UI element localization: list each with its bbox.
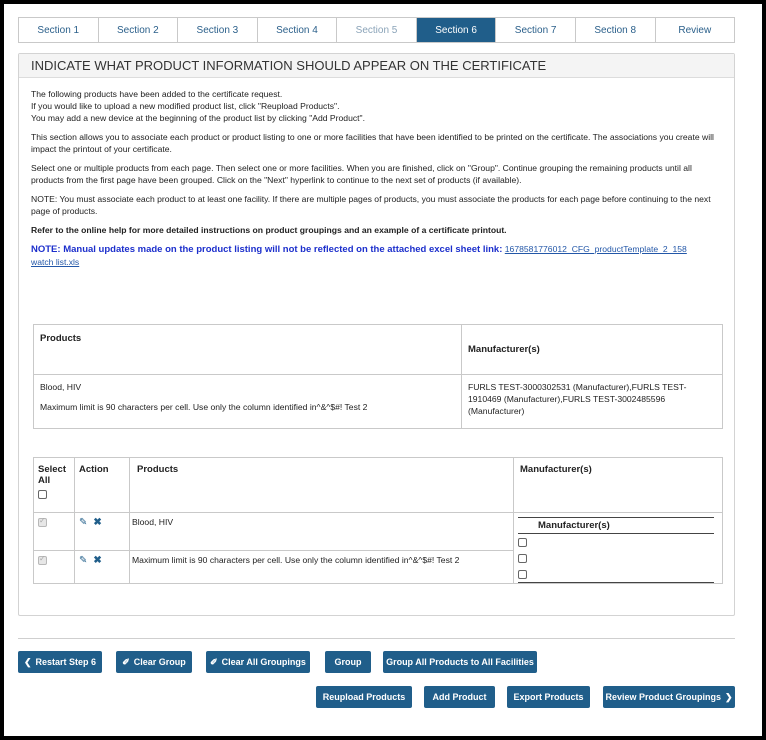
restart-step-button[interactable]: [18, 651, 102, 673]
manufacturers-header: Manufacturer(s): [514, 458, 723, 513]
table-row: [34, 375, 723, 429]
panel-instructions: [19, 78, 734, 268]
row-checkbox[interactable]: [38, 556, 47, 565]
summary-product-2: Maximum limit is 90 characters per cell. Use only the column identified in^&^$#! Test 2: [40, 402, 368, 412]
row-product: Blood, HIV: [130, 513, 514, 551]
clear-group-button[interactable]: [116, 651, 192, 673]
product-summary-table: [33, 324, 723, 429]
tab-section-1[interactable]: Section 1: [19, 18, 99, 42]
manufacturer-checkbox[interactable]: [518, 570, 527, 579]
tab-section-7[interactable]: Section 7: [496, 18, 576, 42]
group-all-products-button[interactable]: Group All Products to All Facilities: [383, 651, 537, 673]
excel-file-link[interactable]: 1678581776012_CFG_productTemplate_2_158: [504, 244, 687, 254]
tab-section-3[interactable]: Section 3: [178, 18, 258, 42]
help-paragraph: Refer to the online help for more detailed instructions on product groupings and an example of a certificate printout.: [31, 225, 507, 235]
tab-section-4[interactable]: Section 4: [258, 18, 338, 42]
clear-all-groupings-button[interactable]: [206, 651, 310, 673]
association-paragraph: This section allows you to associate each product or product listing to one or more facilities that have been identified to be printed on the certificate. The associations you create will impact the printout of your certificate.: [31, 132, 714, 154]
summary-product-1: Blood, HIV: [40, 382, 82, 392]
pencil-icon[interactable]: ✎: [79, 555, 88, 567]
manufacturer-list: [518, 517, 714, 583]
tab-section-6[interactable]: Section 6: [417, 18, 497, 42]
clear-all-groupings-label: Clear All Groupings: [221, 657, 306, 667]
export-products-button[interactable]: Export Products: [507, 686, 590, 708]
manufacturer-checkbox[interactable]: [518, 538, 527, 547]
review-product-groupings-label: Review Product Groupings: [605, 692, 721, 702]
manual-update-note: NOTE: Manual updates made on the product listing will not be reflected on the attached excel sheet link:: [31, 244, 503, 255]
eraser-icon: ✐: [122, 656, 130, 667]
summary-products-cell: [34, 375, 462, 429]
summary-manufacturers-header: Manufacturer(s): [462, 325, 723, 375]
action-header: Action: [75, 458, 130, 513]
selection-paragraph: Select one or multiple products from each page. Then select one or more facilities. When you are finished, click on "Group". Continue grouping the remaining products until all products from the first page have been grouped. Click on the "Next" hyperlink to continue to the next set of products (if available).: [31, 163, 692, 185]
intro-line-2: If you would like to upload a new modified product list, click "Reupload Products".: [31, 101, 340, 111]
pencil-icon[interactable]: ✎: [79, 517, 88, 528]
panel-title: INDICATE WHAT PRODUCT INFORMATION SHOULD APPEAR ON THE CERTIFICATE: [19, 54, 734, 78]
tab-review[interactable]: Review: [678, 24, 712, 36]
intro-line-3: You may add a new device at the beginning of the product list by clicking "Add Product".: [31, 113, 365, 123]
manufacturer-list-header: Manufacturer(s): [518, 518, 714, 534]
chevron-left-icon: ❮: [23, 656, 32, 667]
tab-section-8[interactable]: Section 8: [576, 18, 656, 42]
group-button[interactable]: Group: [325, 651, 371, 673]
row-checkbox[interactable]: [38, 518, 47, 527]
restart-step-label: Restart Step 6: [35, 657, 97, 667]
tab-section-5[interactable]: Section 5: [337, 18, 417, 42]
divider: [18, 638, 735, 639]
table-row: [34, 513, 723, 551]
excel-file-link-cont[interactable]: watch list.xls: [31, 257, 80, 267]
summary-manufacturers-cell: FURLS TEST-3000302531 (Manufacturer),FURLS TEST-1910469 (Manufacturer),FURLS TEST-3002485596 (Manufacturer): [462, 375, 723, 429]
select-all-label: Select All: [38, 464, 66, 486]
eraser-icon: ✐: [210, 656, 218, 667]
summary-products-header: Products: [34, 325, 462, 375]
manufacturer-checkbox[interactable]: [518, 554, 527, 563]
product-info-panel: [18, 53, 735, 616]
add-product-button[interactable]: Add Product: [424, 686, 495, 708]
intro-line-1: The following products have been added to the certificate request.: [31, 89, 283, 99]
chevron-right-icon: ❯: [724, 691, 733, 702]
clear-group-label: Clear Group: [133, 657, 186, 667]
review-product-groupings-button[interactable]: [603, 686, 735, 708]
products-header: Products: [130, 458, 514, 513]
row-product: Maximum limit is 90 characters per cell. Use only the column identified in^&^$#! Test 2: [130, 551, 514, 584]
reupload-products-button[interactable]: Reupload Products: [316, 686, 412, 708]
note-paragraph: NOTE: You must associate each product to at least one facility. If there are multiple pages of products, you must associate the products for each page before continuing to the next page of products.: [31, 194, 711, 216]
select-all-checkbox[interactable]: [38, 490, 47, 499]
close-icon[interactable]: ✖: [93, 555, 102, 567]
close-icon[interactable]: ✖: [93, 517, 102, 528]
section-tabs: [18, 17, 735, 43]
manufacturer-select-cell: [514, 513, 723, 584]
select-all-header: [34, 458, 75, 513]
product-grouping-table: [33, 457, 723, 584]
tab-section-2[interactable]: Section 2: [99, 18, 179, 42]
